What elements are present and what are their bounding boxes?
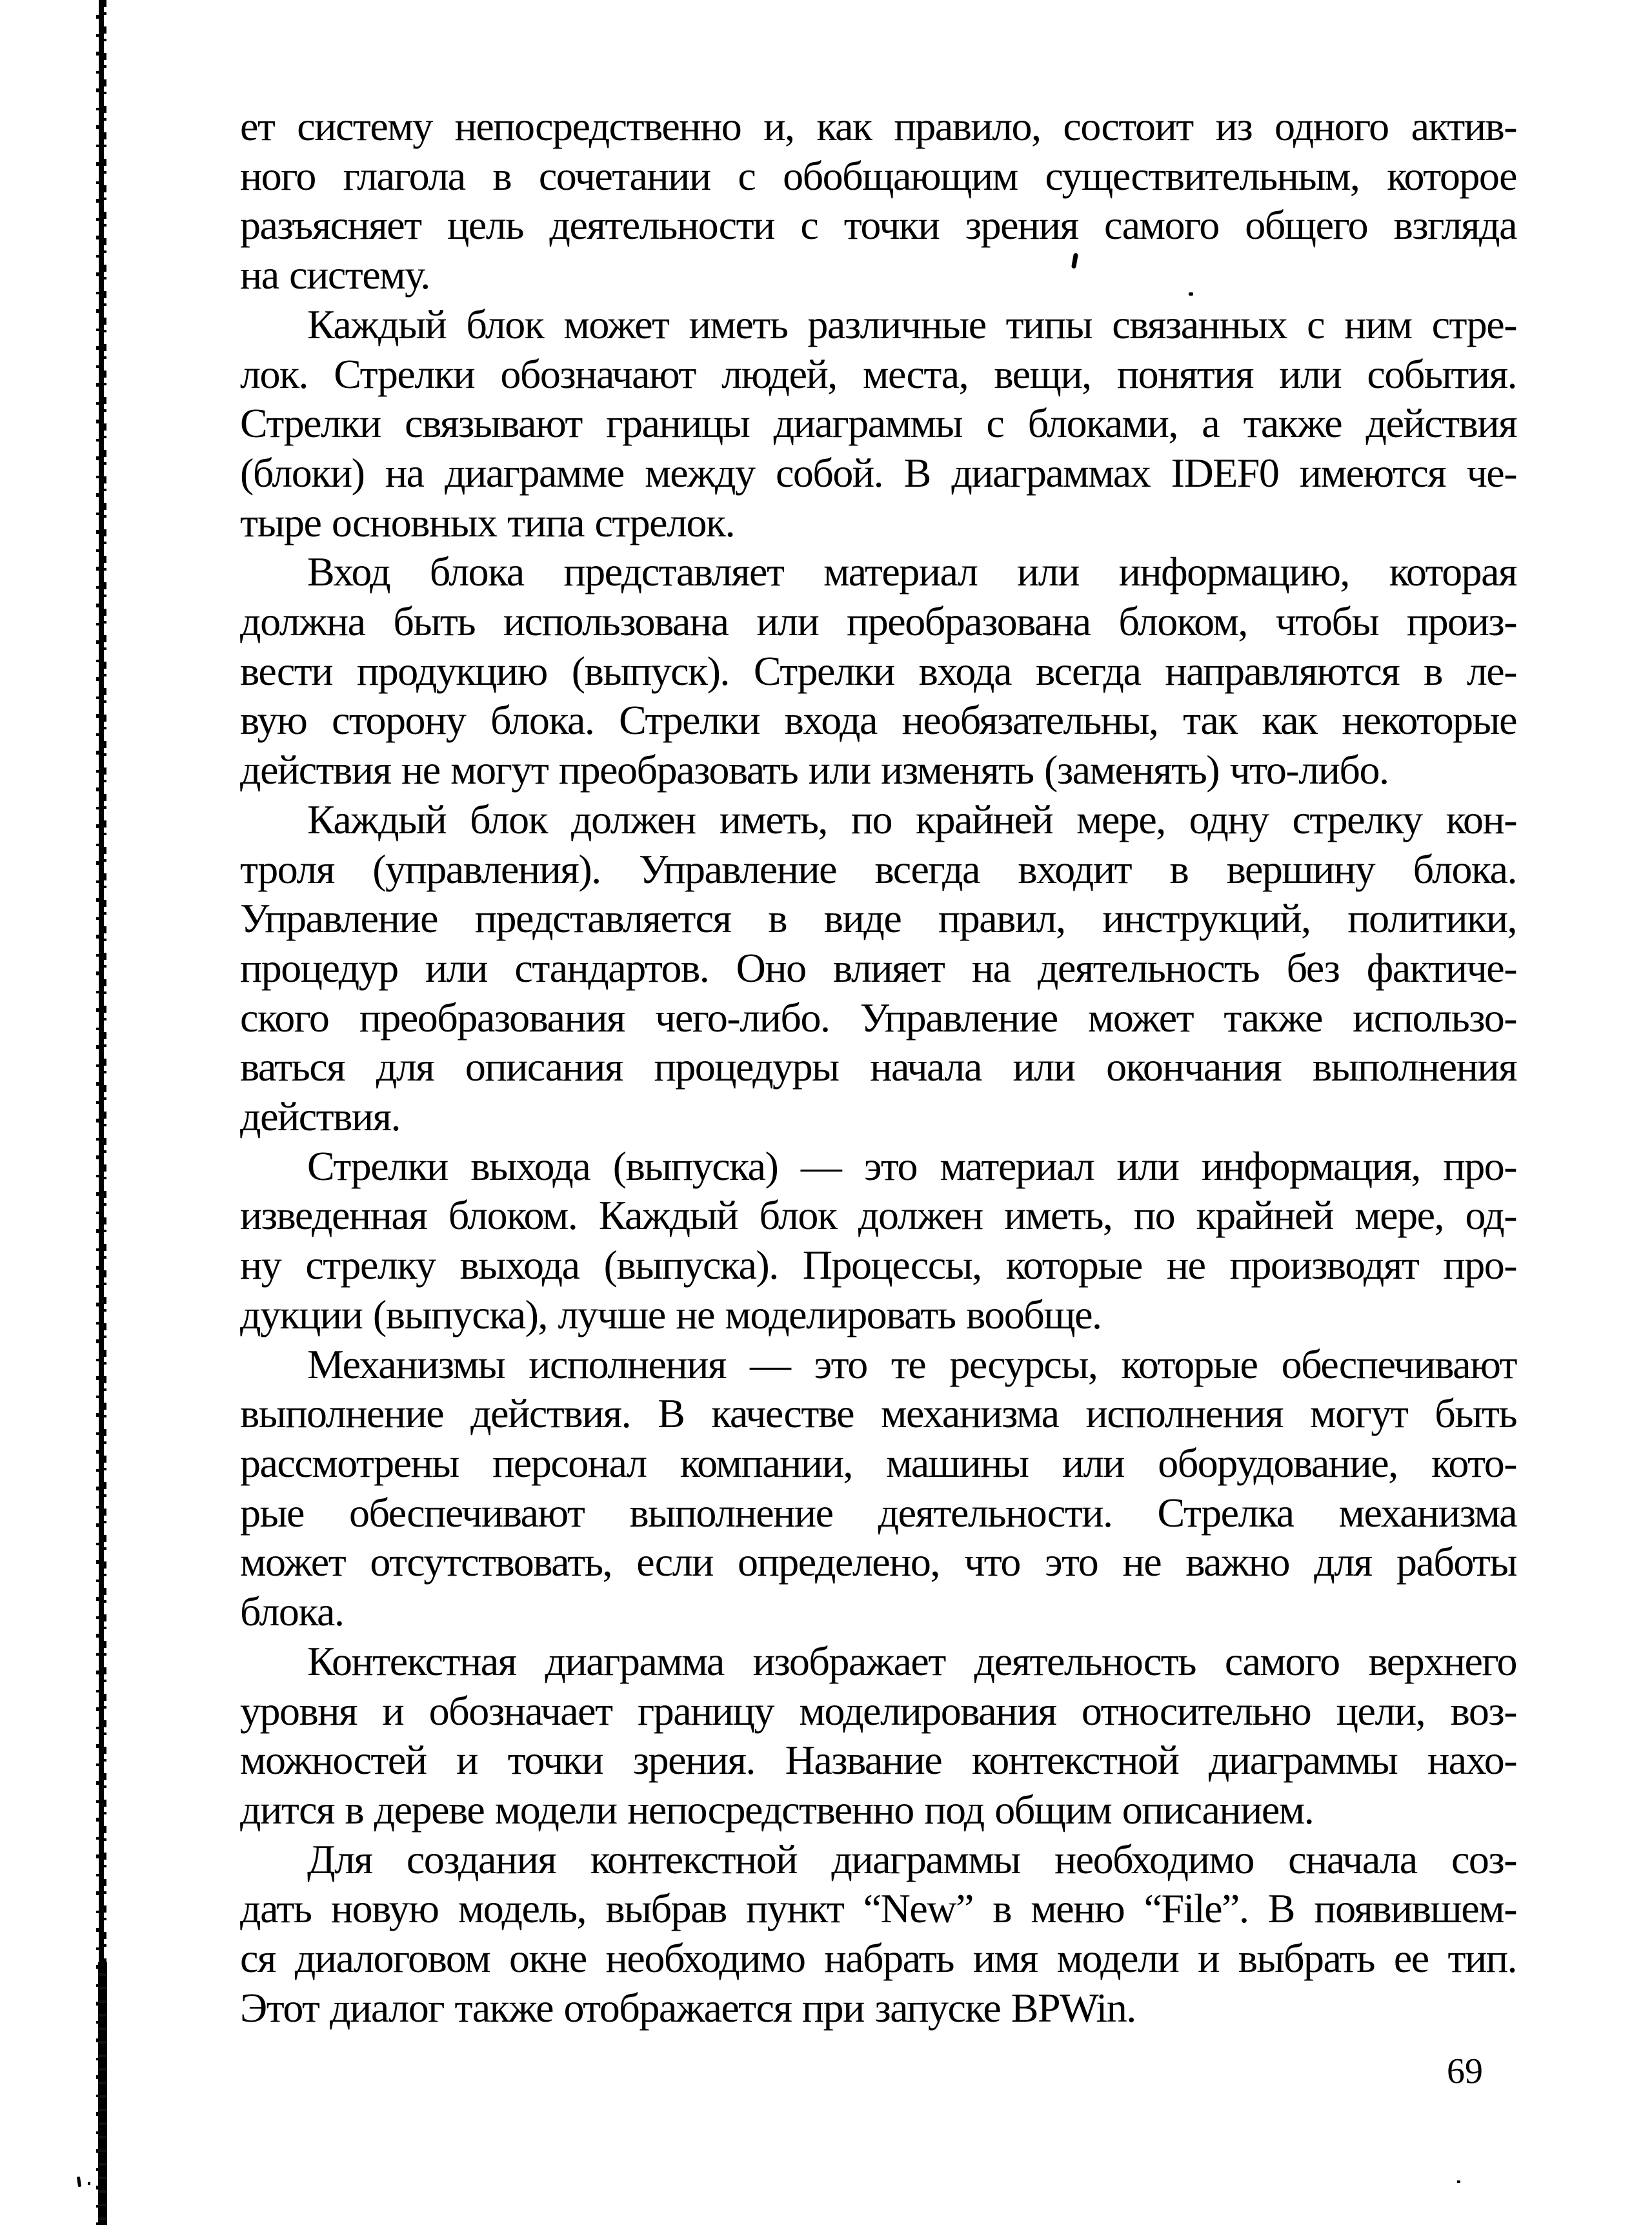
text-line: Контекстная диаграмма изображает деятельность самого верхнего (307, 1638, 1516, 1684)
text-line: действия не могут преобразовать или изменять (заменять) что-либо. (240, 747, 1389, 793)
paragraph (240, 547, 1516, 795)
binding-edge-line (99, 0, 104, 2225)
text-line: Каждый блок должен иметь, по крайней мере, одну стрелку кон- (307, 796, 1516, 842)
text-block (240, 102, 1516, 2033)
paragraph (240, 1142, 1516, 1340)
paragraph (240, 102, 1516, 300)
text-line: дать новую модель, выбрав пункт “New” в меню “File”. В появившем- (240, 1885, 1516, 1932)
text-line: тыре основных типа стрелок. (240, 499, 735, 545)
text-line: ся диалоговом окне необходимо набрать имя модели и выбрать ее тип. (240, 1935, 1516, 1982)
text-line: можностей и точки зрения. Название контекстной диаграммы нахо- (240, 1737, 1516, 1783)
text-line: процедур или стандартов. Оно влияет на деятельность без фактиче- (240, 944, 1516, 991)
text-line: Управление представляется в виде правил, инструкций, политики, (240, 895, 1516, 942)
text-line: вую сторону блока. Стрелки входа необязательны, так как некоторые (240, 697, 1516, 744)
text-line: уровня и обозначает границу моделирования относительно цели, воз- (240, 1687, 1516, 1734)
page-number: 69 (1447, 2051, 1483, 2091)
binding-edge-bottom (98, 1962, 107, 2225)
text-line: рые обеспечивают выполнение деятельности. Стрелка механизма (240, 1489, 1516, 1536)
text-line: ет систему непосредственно и, как правило, состоит из одного актив- (240, 103, 1516, 149)
scan-artifact-speck (88, 2182, 90, 2185)
text-line: (блоки) на диаграмме между собой. В диаграммах IDEF0 имеются че- (240, 449, 1516, 496)
text-line: ваться для описания процедуры начала или окончания выполнения (240, 1044, 1516, 1090)
paragraph (240, 1637, 1516, 1835)
text-line: ного глагола в сочетании с обобщающим существительным, которое (240, 152, 1516, 199)
text-line: Механизмы исполнения — это те ресурсы, которые обеспечивают (307, 1341, 1516, 1387)
text-line: дукции (выпуска), лучше не моделировать вообще. (240, 1291, 1102, 1337)
text-line: ну стрелку выхода (выпуска). Процессы, которые не производят про- (240, 1242, 1516, 1288)
text-line: изведенная блоком. Каждый блок должен иметь, по крайней мере, од- (240, 1192, 1516, 1239)
scan-artifact-speck (1189, 292, 1193, 296)
text-line: рассмотрены персонал компании, машины или оборудование, кото- (240, 1439, 1516, 1486)
text-line: выполнение действия. В качестве механизма исполнения могут быть (240, 1390, 1516, 1437)
paragraph (240, 795, 1516, 1142)
text-line: Этот диалог также отображается при запуске BPWin. (240, 1984, 1136, 2031)
scan-artifact-speck (77, 2177, 81, 2188)
binding-edge-noise-right (104, 0, 106, 2225)
text-line: действия. (240, 1093, 400, 1140)
text-line: Стрелки связывают границы диаграммы с блоками, а также действия (240, 400, 1516, 447)
text-line: разъясняет цель деятельности с точки зрения самого общего взгляда (240, 202, 1516, 249)
text-line: вести продукцию (выпуск). Стрелки входа всегда направляются в ле- (240, 647, 1516, 694)
text-line: Для создания контекстной диаграммы необходимо сначала соз- (307, 1836, 1516, 1882)
text-line: лок. Стрелки обозначают людей, места, вещи, понятия или события. (240, 351, 1516, 397)
text-line: троля (управления). Управление всегда входит в вершину блока. (240, 846, 1516, 892)
text-line: может отсутствовать, если определено, что это не важно для работы (240, 1539, 1516, 1585)
text-line: блока. (240, 1589, 344, 1635)
text-line: на систему. (240, 252, 430, 298)
text-line: ского преобразования чего-либо. Управление может также использо- (240, 994, 1516, 1041)
text-line: Вход блока представляет материал или информацию, которая (307, 549, 1516, 595)
text-line: Каждый блок может иметь различные типы связанных с ним стре- (307, 301, 1516, 347)
paragraph (240, 300, 1516, 548)
text-line: должна быть использована или преобразована блоком, чтобы произ- (240, 598, 1516, 645)
paragraph (240, 1340, 1516, 1637)
text-line: Стрелки выхода (выпуска) — это материал или информация, про- (307, 1143, 1516, 1189)
binding-edge-noise-left (96, 0, 99, 2225)
scan-artifact-speck (1457, 2180, 1460, 2183)
text-line: дится в дереве модели непосредственно под общим описанием. (240, 1786, 1314, 1833)
paragraph (240, 1835, 1516, 2033)
